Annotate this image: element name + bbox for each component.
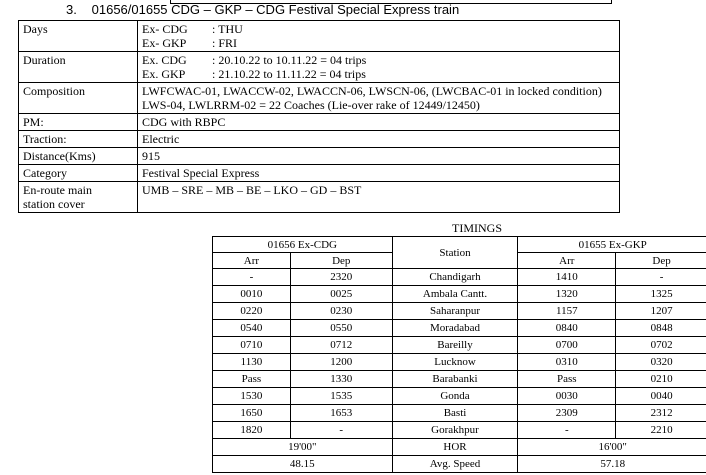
left-arr-cell: 0540 [213, 320, 291, 337]
category-value: Festival Special Express [138, 165, 620, 182]
timing-rows [213, 269, 706, 439]
right-dep-cell: 0320 [616, 354, 706, 371]
timing-row [213, 320, 706, 337]
days-origin: Ex- CDG [142, 22, 188, 36]
left-arr-cell: 0220 [213, 303, 291, 320]
days-label: Days [19, 21, 138, 52]
left-arr-cell: 0010 [213, 286, 291, 303]
days-value [138, 21, 620, 52]
right-dep-cell: 0210 [616, 371, 706, 388]
composition-line-1: LWFCWAC-01, LWACCW-02, LWACCN-06, LWSCN-06, (LWCBAC-01 in locked condition) [142, 84, 602, 98]
left-arr-cell: 1130 [213, 354, 291, 371]
station-cell: Moradabad [392, 320, 518, 337]
station-cell: Ambala Cantt. [392, 286, 518, 303]
left-arr-cell: - [213, 269, 291, 286]
timings-header-row [213, 237, 706, 253]
right-dep-cell: 1325 [616, 286, 706, 303]
train-info-table [18, 20, 620, 213]
timing-row [213, 371, 706, 388]
station-cell: Gonda [392, 388, 518, 405]
distance-value: 915 [138, 148, 620, 165]
left-arr-header: Arr [213, 253, 291, 269]
timing-row [213, 337, 706, 354]
right-dep-cell: 2210 [616, 422, 706, 439]
traction-value: Electric [138, 131, 620, 148]
pm-value: CDG with RBPC [138, 114, 620, 131]
right-dep-header: Dep [616, 253, 706, 269]
pm-row [19, 114, 620, 131]
duration-return-value: : 21.10.22 to 11.11.22 = 04 trips [212, 67, 366, 81]
right-arr-cell: 0700 [518, 337, 616, 354]
right-dep-cell: 1207 [616, 303, 706, 320]
right-arr-cell: 1320 [518, 286, 616, 303]
duration-row [19, 52, 620, 83]
distance-label: Distance(Kms) [19, 148, 138, 165]
timing-row [213, 422, 706, 439]
timing-row [213, 303, 706, 320]
left-dep-cell: - [290, 422, 392, 439]
right-arr-cell: 0840 [518, 320, 616, 337]
left-dep-cell: 0712 [290, 337, 392, 354]
right-dep-cell: 0702 [616, 337, 706, 354]
duration-origin: Ex. CDG [142, 53, 187, 67]
right-dep-cell: 2312 [616, 405, 706, 422]
hor-right: 16'00" [518, 439, 706, 456]
duration-label: Duration [19, 52, 138, 83]
traction-label: Traction: [19, 131, 138, 148]
right-arr-cell: 0030 [518, 388, 616, 405]
right-arr-cell: 2309 [518, 405, 616, 422]
left-arr-cell: Pass [213, 371, 291, 388]
left-dep-cell: 1653 [290, 405, 392, 422]
timing-row [213, 286, 706, 303]
left-dep-cell: 1330 [290, 371, 392, 388]
days-row [19, 21, 620, 52]
composition-value [138, 83, 620, 114]
left-dep-cell: 0550 [290, 320, 392, 337]
left-dep-cell: 1535 [290, 388, 392, 405]
hor-left: 19'00" [213, 439, 393, 456]
section-number: 3. [66, 2, 77, 17]
left-arr-cell: 1530 [213, 388, 291, 405]
right-arr-header: Arr [518, 253, 616, 269]
timing-row [213, 405, 706, 422]
right-arr-cell: 1157 [518, 303, 616, 320]
avg-speed-right: 57.18 [518, 456, 706, 473]
timing-row [213, 269, 706, 286]
station-cell: Saharanpur [392, 303, 518, 320]
left-dep-header: Dep [290, 253, 392, 269]
right-arr-cell: 1410 [518, 269, 616, 286]
right-arr-cell: Pass [518, 371, 616, 388]
category-row [19, 165, 620, 182]
left-dep-cell: 2320 [290, 269, 392, 286]
avg-speed-left: 48.15 [213, 456, 393, 473]
right-dep-cell: - [616, 269, 706, 286]
right-arr-cell: 0310 [518, 354, 616, 371]
timings-table [212, 236, 706, 473]
avg-speed-row [213, 456, 706, 473]
right-arr-cell: - [518, 422, 616, 439]
duration-origin-value: : 20.10.22 to 10.11.22 = 04 trips [212, 53, 367, 67]
left-train-header: 01656 Ex-CDG [213, 237, 393, 253]
traction-row [19, 131, 620, 148]
right-train-header: 01655 Ex-GKP [518, 237, 706, 253]
section-heading [66, 2, 459, 17]
composition-line-2: LWS-04, LWLRRM-02 = 22 Coaches (Lie-over rake of 12449/12450) [142, 98, 480, 112]
hor-label: HOR [392, 439, 518, 456]
hor-row [213, 439, 706, 456]
timings-title: TIMINGS [452, 221, 502, 235]
left-dep-cell: 0025 [290, 286, 392, 303]
station-cell: Gorakhpur [392, 422, 518, 439]
days-return-value: : FRI [212, 36, 238, 50]
station-cell: Basti [392, 405, 518, 422]
category-label: Category [19, 165, 138, 182]
duration-value [138, 52, 620, 83]
enroute-value: UMB – SRE – MB – BE – LKO – GD – BST [138, 182, 620, 213]
section-title: 01656/01655 CDG – GKP – CDG Festival Special Express train [91, 2, 460, 17]
avg-speed-label: Avg. Speed [392, 456, 518, 473]
station-cell: Barabanki [392, 371, 518, 388]
left-dep-cell: 0230 [290, 303, 392, 320]
station-header: Station [392, 237, 518, 269]
left-dep-cell: 1200 [290, 354, 392, 371]
composition-label: Composition [19, 83, 138, 114]
station-cell: Lucknow [392, 354, 518, 371]
station-cell: Chandigarh [392, 269, 518, 286]
days-origin-value: : THU [212, 22, 243, 36]
right-dep-cell: 0848 [616, 320, 706, 337]
enroute-label-line-1: En-route main [23, 183, 92, 197]
left-arr-cell: 1820 [213, 422, 291, 439]
enroute-row [19, 182, 620, 213]
left-arr-cell: 0710 [213, 337, 291, 354]
duration-return: Ex. GKP [142, 67, 186, 81]
enroute-label [19, 182, 138, 213]
distance-row [19, 148, 620, 165]
pm-label: PM: [19, 114, 138, 131]
enroute-label-line-2: station cover [23, 197, 85, 211]
composition-row [19, 83, 620, 114]
right-dep-cell: 0040 [616, 388, 706, 405]
station-cell: Bareilly [392, 337, 518, 354]
left-arr-cell: 1650 [213, 405, 291, 422]
timing-row [213, 388, 706, 405]
days-return: Ex- GKP [142, 36, 187, 50]
timing-row [213, 354, 706, 371]
